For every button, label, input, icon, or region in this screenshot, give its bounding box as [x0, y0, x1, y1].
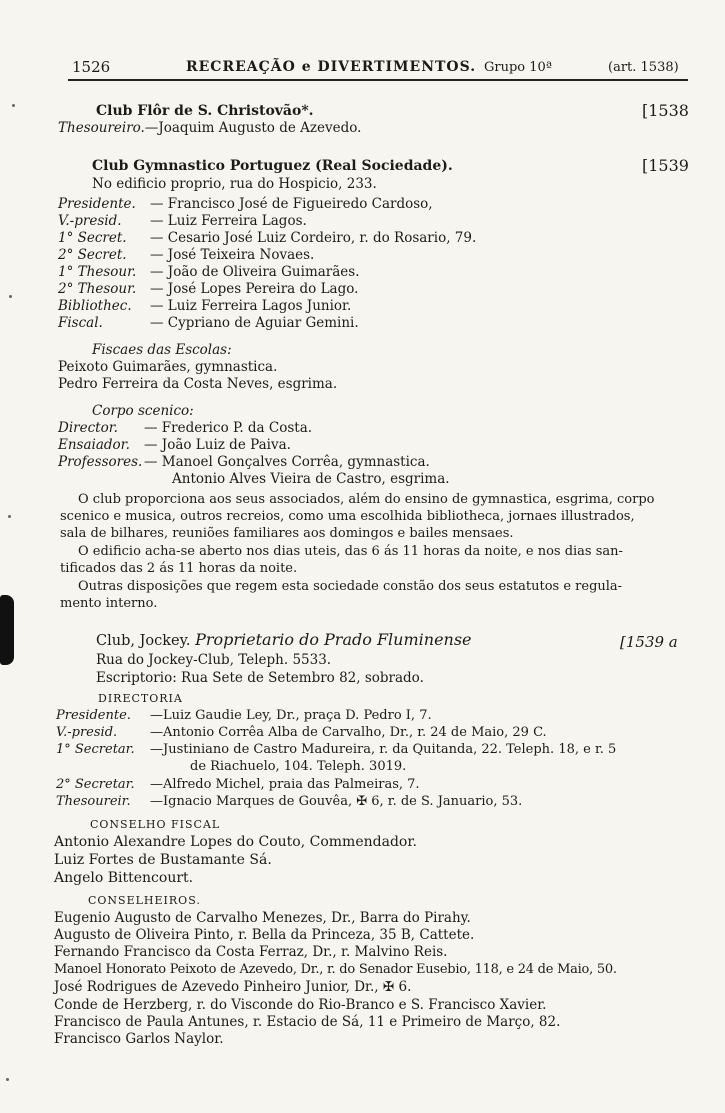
treasurer-name: —Joaquim Augusto de Azevedo. — [144, 120, 362, 136]
officer-row: Presidente. — Francisco José de Figueiredo Cardoso, — [58, 196, 433, 212]
conselheiro-entry: Manoel Honorato Peixoto de Azevedo, Dr., r. do Senador Eusebio, 118, e 24 de Maio, 50. — [54, 962, 617, 977]
conselho-entry: Angelo Bittencourt. — [54, 870, 194, 886]
conselheiro-entry: Fernando Francisco da Costa Ferraz, Dr., r. Malvino Reis. — [54, 944, 448, 960]
directoria-row: Thesoureir. —Ignacio Marques de Gouvêa, ✠ 6, r. de S. Januario, 53. — [56, 794, 523, 809]
scan-edge-blot — [0, 595, 14, 665]
paragraph-line: sala de bilhares, reuniões familiares aos domingos e bailes mensaes. — [60, 526, 514, 541]
conselheiro-entry: Eugenio Augusto de Carvalho Menezes, Dr., Barra do Pirahy. — [54, 910, 471, 926]
club-jockey-office: Escriptorio: Rua Sete de Setembro 82, sobrado. — [96, 670, 424, 686]
officer-row: 2° Thesour. — José Lopes Pereira do Lago. — [58, 281, 359, 297]
officer-row: V.-presid. — Luiz Ferreira Lagos. — [58, 213, 307, 229]
scan-speck — [12, 104, 15, 107]
conselheiro-entry: Francisco Garlos Naylor. — [54, 1031, 224, 1047]
article-range: (art. 1538) — [608, 60, 679, 75]
officer-row: Bibliothec. — Luiz Ferreira Lagos Junior. — [58, 298, 352, 314]
conselheiro-entry: Augusto de Oliveira Pinto, r. Bella da Princeza, 35 B, Cattete. — [54, 927, 475, 943]
conselheiro-entry: Francisco de Paula Antunes, r. Estacio de Sá, 11 e Primeiro de Março, 82. — [54, 1014, 561, 1030]
directoria-row: Presidente. —Luiz Gaudie Ley, Dr., praça D. Pedro I, 7. — [56, 708, 432, 723]
directoria-heading: DIRECTORIA — [98, 692, 183, 705]
fiscal-entry: Peixoto Guimarães, gymnastica. — [58, 359, 278, 375]
corpo-row: Ensaiador. — João Luiz de Paiva. — [58, 437, 291, 453]
header-rule — [68, 79, 688, 81]
club-jockey-title — [96, 632, 472, 649]
paragraph-line: Outras disposições que regem esta sociedade constão dos seus estatutos e regula- — [78, 579, 623, 594]
directoria-row: V.-presid. —Antonio Corrêa Alba de Carvalho, Dr., r. 24 de Maio, 29 C. — [56, 725, 547, 740]
scan-speck — [8, 515, 11, 518]
directoria-row: 2° Secretar. —Alfredo Michel, praia das Palmeiras, 7. — [56, 777, 420, 792]
club-gymnastico-address: No edificio proprio, rua do Hospicio, 233. — [92, 176, 377, 192]
paragraph-line: scenico e musica, outros recreios, como uma escolhida bibliotheca, jornaes illustrados, — [60, 509, 635, 524]
conselheiros-heading: CONSELHEIROS. — [88, 894, 201, 907]
club-jockey-address: Rua do Jockey-Club, Teleph. 5533. — [96, 652, 332, 668]
paragraph-line: O club proporciona aos seus associados, além do ensino de gymnastica, esgrima, corpo — [78, 492, 655, 507]
club-flor-treasurer — [58, 120, 361, 136]
fiscal-entry: Pedro Ferreira da Costa Neves, esgrima. — [58, 376, 338, 392]
running-title: RECREAÇÃO e DIVERTIMENTOS. — [186, 59, 477, 75]
conselho-heading: CONSELHO FISCAL — [90, 818, 221, 831]
secretar-continuation: de Riachuelo, 104. Teleph. 3019. — [190, 759, 407, 774]
club-jockey-name: Club, Jockey. — [96, 633, 191, 649]
corpo-row: Director. — Frederico P. da Costa. — [58, 420, 313, 436]
group-label: Grupo 10ª — [484, 60, 552, 75]
conselho-entry: Antonio Alexandre Lopes do Couto, Commendador. — [54, 834, 417, 850]
officer-row: 2° Secret. — José Teixeira Novaes. — [58, 247, 315, 263]
treasurer-label: Thesoureiro. — [58, 120, 145, 136]
fiscaes-heading: Fiscaes das Escolas: — [92, 342, 232, 358]
page-number: 1526 — [72, 58, 111, 76]
paragraph-line: mento interno. — [60, 596, 158, 611]
scan-speck — [6, 1078, 9, 1081]
corpo-heading: Corpo scenico: — [92, 403, 194, 419]
officer-row: 1° Thesour. — João de Oliveira Guimarães. — [58, 264, 360, 280]
scan-speck — [9, 295, 12, 298]
club-gymnastico-name: Club Gymnastico Portuguez (Real Sociedade). — [92, 158, 453, 174]
officer-row: 1° Secret. — Cesario José Luiz Cordeiro, r. do Rosario, 79. — [58, 230, 477, 246]
club-flor-name: Club Flôr de S. Christovão*. — [96, 103, 314, 119]
paragraph-line: tificados das 2 ás 11 horas da noite. — [60, 561, 298, 576]
club-flor-number: [1538 — [642, 101, 689, 120]
conselheiro-entry: Conde de Herzberg, r. do Visconde do Rio-Branco e S. Francisco Xavier. — [54, 997, 547, 1013]
club-gymnastico-number: [1539 — [642, 156, 689, 175]
paragraph-line: O edificio acha-se aberto nos dias uteis, das 6 ás 11 horas da noite, e nos dias san- — [78, 544, 623, 559]
corpo-continuation: Antonio Alves Vieira de Castro, esgrima. — [172, 471, 450, 487]
conselheiro-entry: José Rodrigues de Azevedo Pinheiro Junior, Dr., ✠ 6. — [54, 979, 412, 995]
club-jockey-subtitle: Proprietario do Prado Fluminense — [195, 630, 472, 649]
officer-row: Fiscal. — Cypriano de Aguiar Gemini. — [58, 315, 359, 331]
directoria-row: 1° Secretar. —Justiniano de Castro Madureira, r. da Quitanda, 22. Teleph. 18, e r. 5 — [56, 742, 617, 757]
club-jockey-number: [1539 a — [620, 633, 678, 651]
corpo-row: Professores. — Manoel Gonçalves Corrêa, gymnastica. — [58, 454, 430, 470]
conselho-entry: Luiz Fortes de Bustamante Sá. — [54, 852, 272, 868]
